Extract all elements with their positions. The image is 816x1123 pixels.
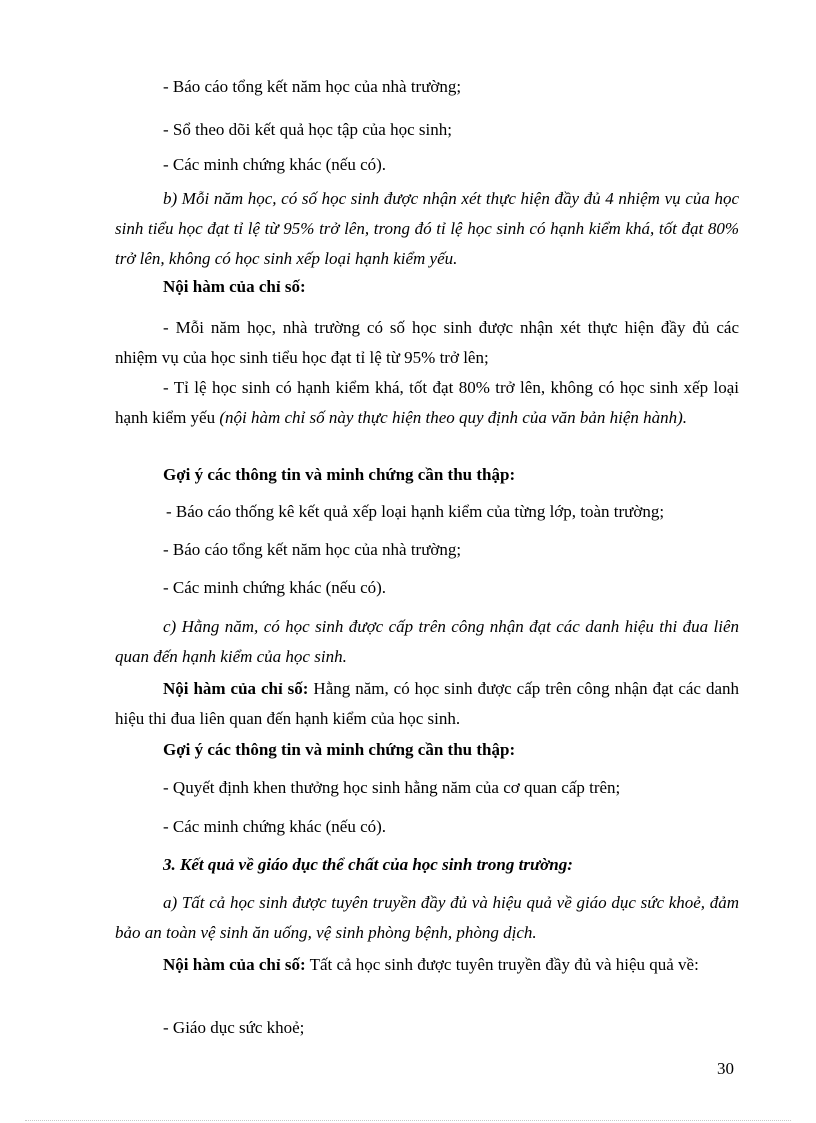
paragraph-text: - Tỉ lệ học sinh có hạnh kiểm khá, tốt đạt 80% trở lên, không có học sinh xếp loại hạnh kiểm yếu <box>115 378 739 427</box>
section-heading: Gợi ý các thông tin và minh chứng cần thu thập: <box>163 740 516 759</box>
section-heading: 3. Kết quả về giáo dục thể chất của học sinh trong trường: <box>163 855 573 874</box>
section-heading: Nội hàm của chỉ số: <box>163 277 306 296</box>
paragraph-note: (nội hàm chỉ số này thực hiện theo quy định của văn bản hiện hành). <box>219 408 688 427</box>
list-item: - Sổ theo dõi kết quả học tập của học sinh; <box>163 120 452 139</box>
paragraph <box>115 674 739 734</box>
list-item: - Quyết định khen thưởng học sinh hằng năm của cơ quan cấp trên; <box>163 778 621 797</box>
paragraph-label: Nội hàm của chỉ số: <box>163 679 309 698</box>
paragraph-text: Hằng năm, có học sinh được cấp trên công nhận đạt các danh hiệu thi đua liên quan đến hạnh kiểm của học sinh. <box>115 679 739 728</box>
paragraph <box>115 373 739 433</box>
list-item: - Báo cáo thống kê kết quả xếp loại hạnh kiểm của từng lớp, toàn trường; <box>166 502 665 521</box>
page-divider <box>25 1120 791 1121</box>
list-item: - Các minh chứng khác (nếu có). <box>163 817 387 836</box>
list-item: - Giáo dục sức khoẻ; <box>163 1018 305 1037</box>
list-item: - Báo cáo tổng kết năm học của nhà trường; <box>163 540 462 559</box>
criterion-a: a) Tất cả học sinh được tuyên truyền đầy đủ và hiệu quả về giáo dục sức khoẻ, đảm bảo an toàn vệ sinh ăn uống, vệ sinh phòng bệnh, phòng dịch. <box>115 893 739 942</box>
criterion-c: c) Hằng năm, có học sinh được cấp trên công nhận đạt các danh hiệu thi đua liên quan đến hạnh kiểm của học sinh. <box>115 617 739 666</box>
section-heading: Gợi ý các thông tin và minh chứng cần thu thập: <box>163 465 516 484</box>
page-number: 30 <box>717 1059 734 1078</box>
list-item: - Các minh chứng khác (nếu có). <box>163 578 387 597</box>
criterion-b: b) Mỗi năm học, có số học sinh được nhận xét thực hiện đầy đủ 4 nhiệm vụ của học sinh tiểu học đạt tỉ lệ từ 95% trở lên, trong đó tỉ lệ học sinh có hạnh kiểm khá, tốt đạt 80% trở lên, không có học sinh xếp loại hạnh kiểm yếu. <box>115 189 739 268</box>
list-item: - Báo cáo tổng kết năm học của nhà trường; <box>163 77 462 96</box>
paragraph <box>115 950 739 980</box>
paragraph-text: Tất cả học sinh được tuyên truyền đầy đủ và hiệu quả về: <box>305 955 699 974</box>
paragraph: - Mỗi năm học, nhà trường có số học sinh được nhận xét thực hiện đầy đủ các nhiệm vụ của học sinh tiểu học đạt tỉ lệ từ 95% trở lên; <box>115 318 739 367</box>
list-item: - Các minh chứng khác (nếu có). <box>163 155 387 174</box>
paragraph-label: Nội hàm của chỉ số: <box>163 955 306 974</box>
